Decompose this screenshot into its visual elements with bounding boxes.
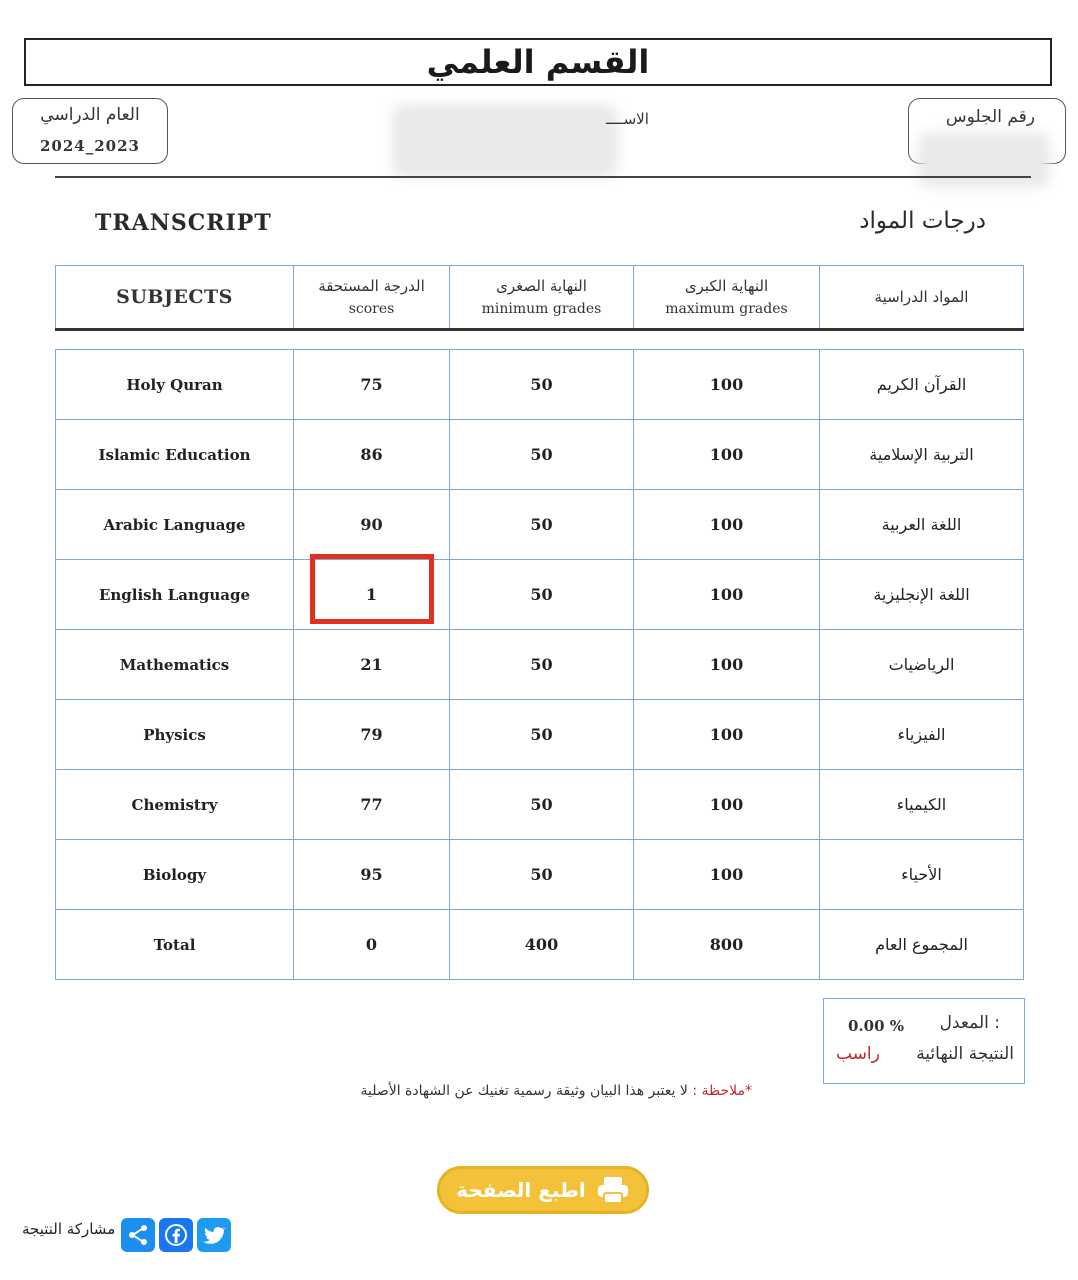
col-minimum: النهاية الصغرى minimum grades (450, 266, 634, 330)
min-grade-cell: 50 (450, 770, 634, 840)
header-divider (55, 176, 1031, 178)
student-name-label: الاســــ (606, 110, 649, 128)
average-label: المعدل : (939, 1013, 1000, 1033)
table-row (56, 770, 1024, 840)
note-star: * (745, 1083, 752, 1099)
subject-ar: المجموع العام (820, 910, 1024, 980)
score-cell: 1 (294, 560, 450, 630)
score-cell: 0 (294, 910, 450, 980)
share-button[interactable] (121, 1218, 155, 1252)
disclaimer-note (360, 1083, 752, 1099)
twitter-icon (202, 1223, 226, 1247)
col-subjects-ar: المواد الدراسية (820, 266, 1024, 330)
subject-ar: اللغة الإنجليزية (820, 560, 1024, 630)
col-maximum: النهاية الكبرى maximum grades (634, 266, 820, 330)
max-grade-cell: 100 (634, 630, 820, 700)
score-cell: 79 (294, 700, 450, 770)
subject-ar: اللغة العربية (820, 490, 1024, 560)
share-result-label: مشاركة النتيجة (22, 1220, 116, 1238)
twitter-share-button[interactable] (197, 1218, 231, 1252)
subject-ar: الفيزياء (820, 700, 1024, 770)
grades-table (55, 349, 1024, 980)
score-cell: 77 (294, 770, 450, 840)
subject-en: Chemistry (56, 770, 294, 840)
table-row (56, 700, 1024, 770)
transcript-title: TRANSCRIPT (95, 210, 272, 236)
max-grade-cell: 100 (634, 770, 820, 840)
max-grade-cell: 100 (634, 490, 820, 560)
subject-ar: الرياضيات (820, 630, 1024, 700)
table-row (56, 420, 1024, 490)
min-grade-cell: 400 (450, 910, 634, 980)
grades-title: درجات المواد (859, 208, 986, 234)
print-button-label: اطبع الصفحة (456, 1178, 586, 1202)
table-row (56, 560, 1024, 630)
max-grade-cell: 100 (634, 700, 820, 770)
max-grade-cell: 100 (634, 420, 820, 490)
max-grade-cell: 800 (634, 910, 820, 980)
subject-ar: التربية الإسلامية (820, 420, 1024, 490)
subject-en: Islamic Education (56, 420, 294, 490)
subject-en: Physics (56, 700, 294, 770)
table-row (56, 910, 1024, 980)
min-grade-cell: 50 (450, 420, 634, 490)
col-scores: الدرجة المستحقة scores (294, 266, 450, 330)
subject-ar: الأحياء (820, 840, 1024, 910)
subject-ar: القرآن الكريم (820, 350, 1024, 420)
academic-year-box (12, 98, 168, 164)
note-text: لا يعتبر هذا البيان وثيقة رسمية تغنيك عن الشهادة الأصلية (360, 1083, 693, 1099)
subject-en: Biology (56, 840, 294, 910)
table-row (56, 840, 1024, 910)
department-title: القسم العلمي (24, 38, 1052, 86)
subject-en: English Language (56, 560, 294, 630)
max-grade-cell: 100 (634, 560, 820, 630)
table-row (56, 630, 1024, 700)
score-cell: 75 (294, 350, 450, 420)
subject-en: Total (56, 910, 294, 980)
facebook-share-button[interactable] (159, 1218, 193, 1252)
score-highlight-box (310, 554, 434, 624)
result-summary (823, 998, 1025, 1084)
table-row (56, 350, 1024, 420)
score-cell: 86 (294, 420, 450, 490)
min-grade-cell: 50 (450, 560, 634, 630)
facebook-icon (164, 1223, 188, 1247)
subject-en: Mathematics (56, 630, 294, 700)
score-cell: 90 (294, 490, 450, 560)
min-grade-cell: 50 (450, 350, 634, 420)
min-grade-cell: 50 (450, 700, 634, 770)
grades-table-header (55, 265, 1024, 331)
printer-icon (596, 1175, 630, 1205)
share-icon (126, 1223, 150, 1247)
subject-en: Holy Quran (56, 350, 294, 420)
academic-year-label: العام الدراسي (40, 105, 140, 125)
student-name-redacted (392, 104, 618, 178)
average-value: 0.00 % (848, 1017, 905, 1035)
max-grade-cell: 100 (634, 350, 820, 420)
col-subjects-en: SUBJECTS (56, 266, 294, 330)
subject-en: Arabic Language (56, 490, 294, 560)
print-page-button[interactable] (437, 1166, 649, 1214)
subject-ar: الكيمياء (820, 770, 1024, 840)
table-row (56, 490, 1024, 560)
min-grade-cell: 50 (450, 840, 634, 910)
score-cell: 95 (294, 840, 450, 910)
final-result-value: راسب (836, 1044, 880, 1064)
academic-year-value: 2024_2023 (40, 137, 140, 155)
score-cell: 21 (294, 630, 450, 700)
min-grade-cell: 50 (450, 490, 634, 560)
seat-number-label: رقم الجلوس (945, 107, 1035, 127)
final-result-label: النتيجة النهائية (916, 1044, 1014, 1064)
min-grade-cell: 50 (450, 630, 634, 700)
seat-number-redacted (918, 132, 1050, 188)
note-label: ملاحظة : (692, 1083, 745, 1099)
max-grade-cell: 100 (634, 840, 820, 910)
